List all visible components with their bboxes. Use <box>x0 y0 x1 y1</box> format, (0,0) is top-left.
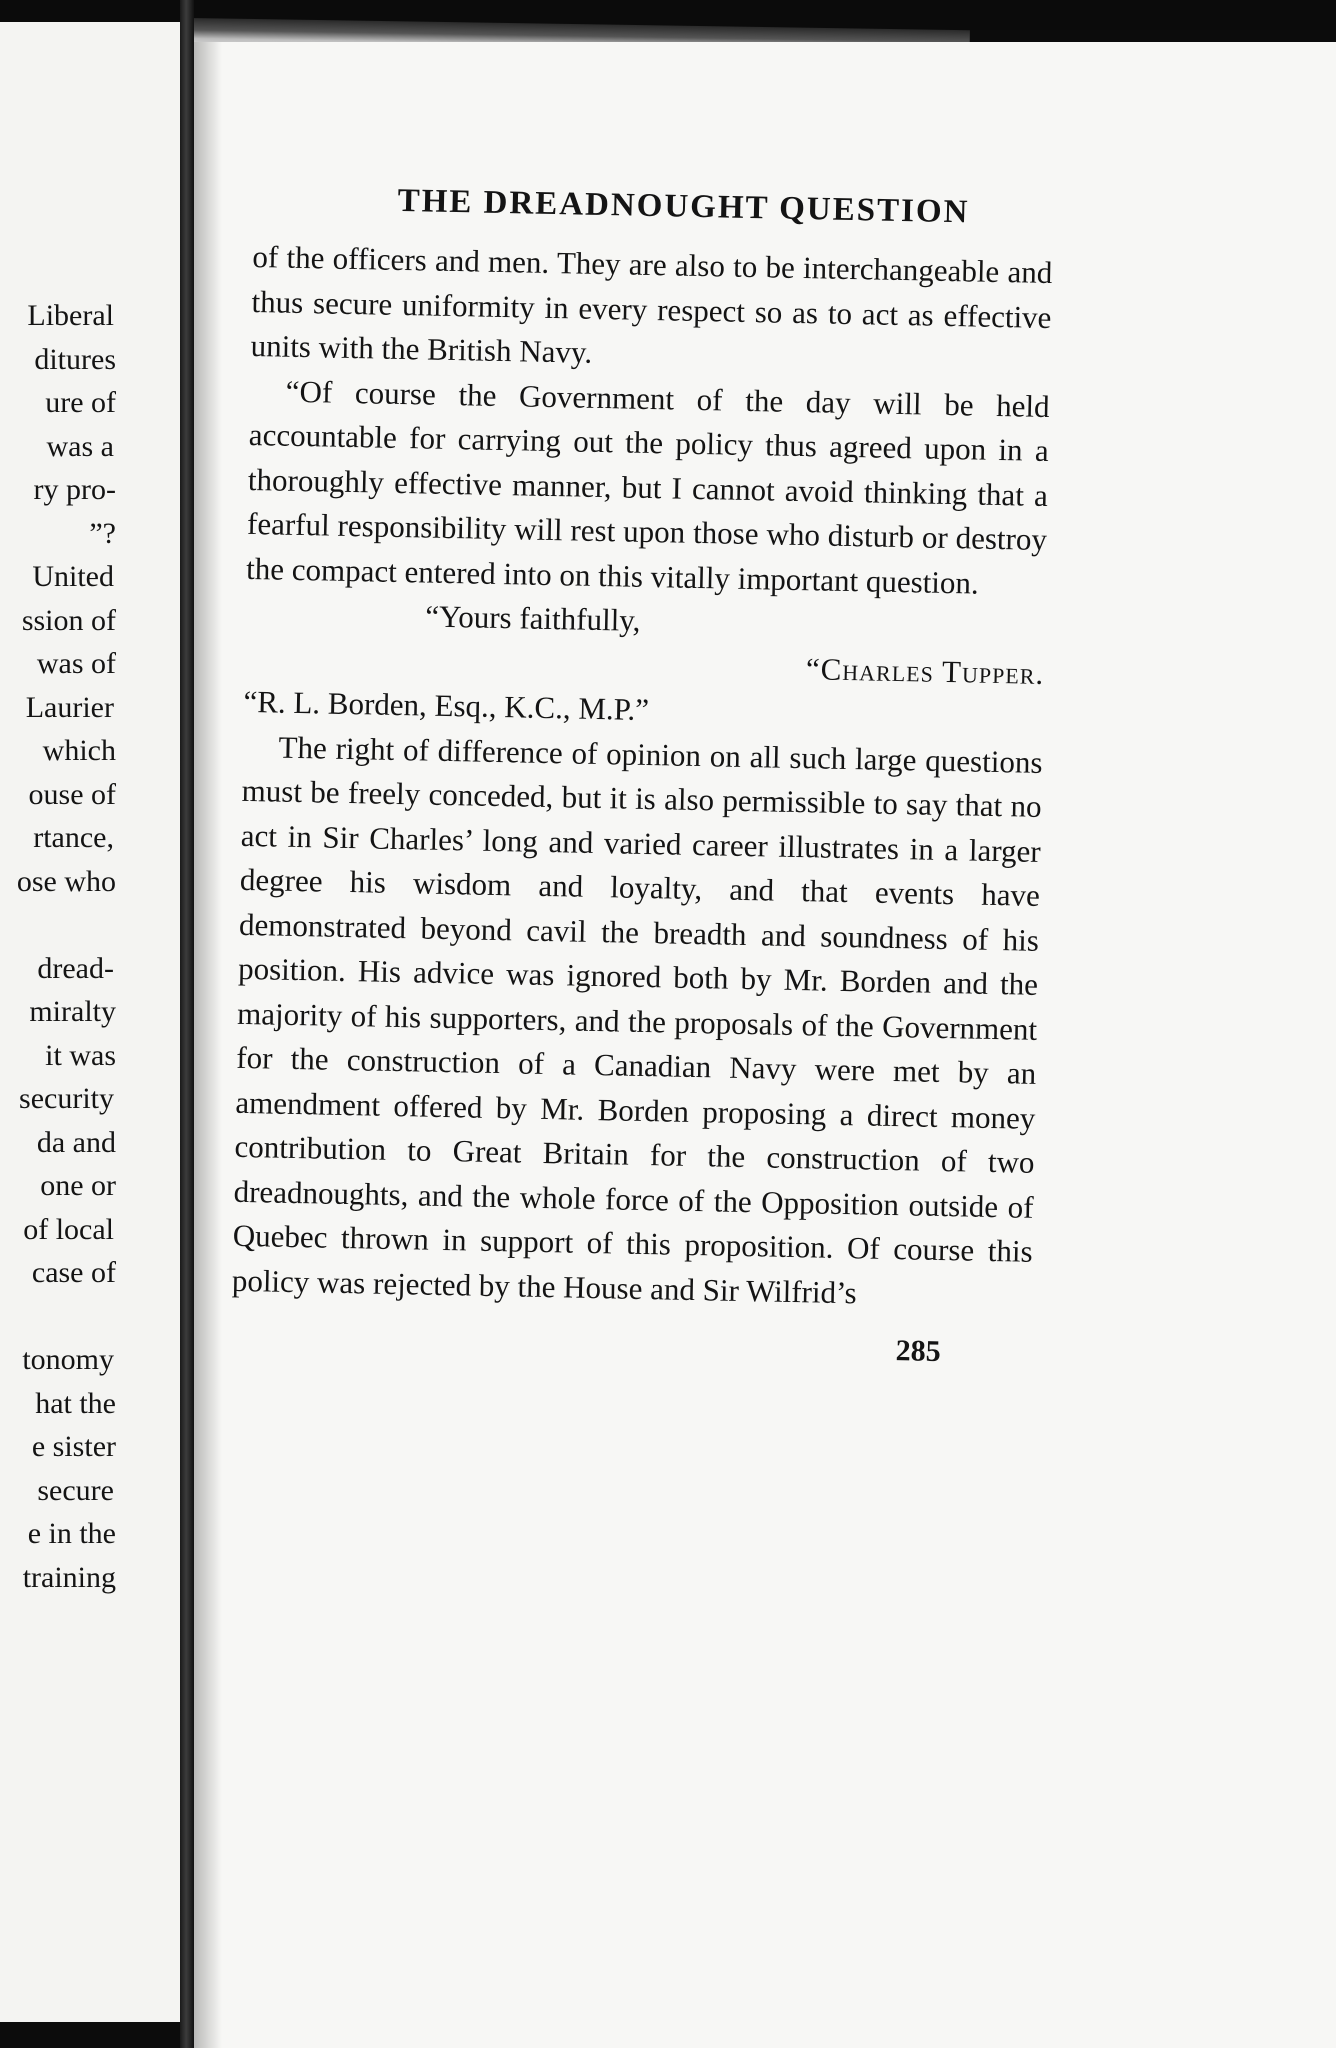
left-page-line: was a <box>46 429 114 463</box>
gutter-shadow <box>194 42 222 2048</box>
paragraph-letter-closing: “Of course the Government of the day will be held accountable for carrying out the policy thus agreed upon in a thoroughly effective manner, but I cannot avoid thinking that a fearful responsibility will rest upon those who disturb or destroy the compact entered into on this vitally important question. <box>245 373 1050 601</box>
left-page-line: Laurier <box>25 690 114 724</box>
left-page-line: which <box>42 734 116 767</box>
left-page-line: ditures <box>34 342 116 376</box>
left-page-line: of local <box>23 1212 114 1246</box>
left-page-line: ose who <box>16 864 116 898</box>
left-page-line: ry pro- <box>33 473 116 506</box>
left-page-line: da and <box>36 1125 116 1159</box>
left-page-line: case of <box>31 1256 116 1289</box>
right-page <box>194 42 1336 2048</box>
text-column <box>230 180 1053 1371</box>
left-page-line: tonomy <box>22 1343 114 1376</box>
left-page-line: security <box>19 1082 114 1115</box>
left-page-line: ure of <box>45 386 116 419</box>
left-page-line: secure <box>37 1473 114 1507</box>
book-gutter <box>180 0 194 2048</box>
left-page-line: one or <box>40 1169 116 1202</box>
left-page-line: Liberal <box>27 299 114 332</box>
left-page-line: it was <box>45 1038 116 1072</box>
left-page-line: training <box>22 1560 116 1594</box>
left-page-line: ssion of <box>21 603 116 637</box>
left-page-line: e in the <box>27 1517 116 1550</box>
letter-signature: “Charles Tupper. <box>805 650 1045 691</box>
left-page-line: ouse of <box>28 777 116 811</box>
letter-closing: “Yours faithfully, <box>424 598 641 638</box>
left-page-line: miralty <box>29 995 116 1028</box>
running-head: THE DREADNOUGHT QUESTION <box>397 182 970 231</box>
left-page-line: dread- <box>37 951 114 985</box>
paragraph-commentary: The right of difference of opinion on all such large questions must be freely conceded, but it is also permissible to say that no act in Sir Charles’ long and varied career illustrates in a larger degree his wisdom and loyalty, and that events have demonstrated beyond cavil the breadth and soundness of his position. His advice was ignored both by Mr. Borden and the majority of his supporters, and the proposals of the Government for the construction of a Canadian Navy were met by an amendment offered by Mr. Borden proposing a direct money contribution to Great Britain for the construction of two dreadnoughts, and the whole force of the Opposition outside of Quebec thrown in support of this proposition. Of course this policy was rejected by the House and Sir Wilfrid’s <box>231 729 1043 1310</box>
letter-addressee: “R. L. Borden, Esq., K.C., M.P.” <box>243 683 650 728</box>
page-number: 285 <box>895 1334 941 1369</box>
left-page-line: rtance, <box>33 821 114 854</box>
left-page-line: hat the <box>35 1386 116 1420</box>
left-page-line: was of <box>36 647 116 680</box>
paragraph-letter-continued: of the officers and men. They are also to be interchangeable and thus secure uniformity in every respect so as to act as effective units with the British Navy. <box>250 238 1053 370</box>
left-page-line: ”? <box>89 516 116 550</box>
left-page <box>0 22 180 2022</box>
left-page-line: e sister <box>31 1430 116 1463</box>
left-page-line: United <box>32 560 114 593</box>
